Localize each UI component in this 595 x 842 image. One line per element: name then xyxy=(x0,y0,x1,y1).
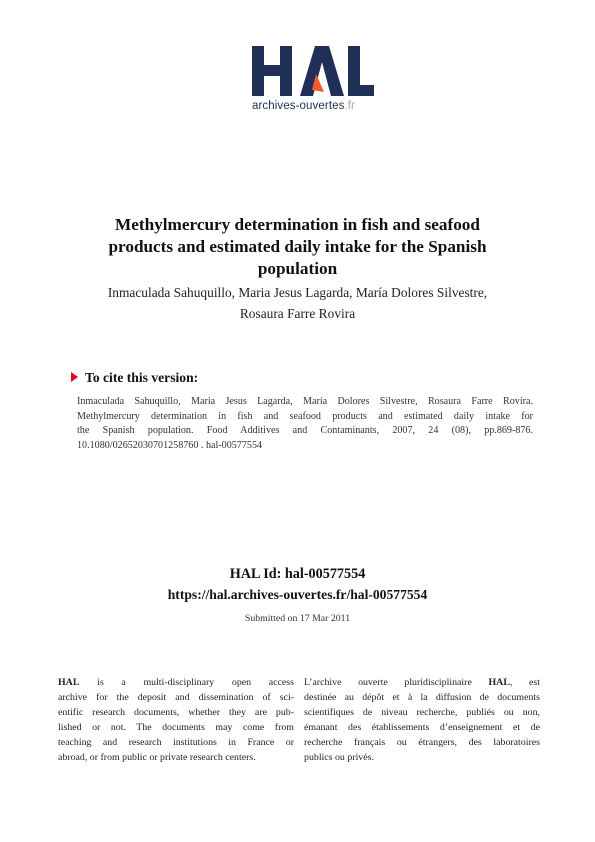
title-line: population xyxy=(257,259,338,278)
authors xyxy=(60,282,535,324)
hal-logo-subtitle: archives-ouvertes.fr xyxy=(252,100,355,112)
description-line: publics ou privés. xyxy=(304,752,374,764)
title-line: products and estimated daily intake for the Spanish xyxy=(108,237,487,256)
description-line: abroad, or from public or private research centers. xyxy=(58,752,256,764)
description-line: entific research documents, whether they are pub- xyxy=(58,707,294,719)
citation-line: the Spanish population. Food Additives and Contaminants, 2007, 24 (08), pp.869-876. xyxy=(77,425,533,436)
triangle-bullet-icon xyxy=(71,372,78,382)
citation-line: Methylmercury determination in fish and seafood products and estimated daily intake for xyxy=(77,410,533,422)
cite-heading: To cite this version: xyxy=(71,370,198,386)
hal-description-fr xyxy=(304,675,540,766)
description-line: destinée au dépôt et à la diffusion de documents xyxy=(304,692,540,704)
submitted-date: Submitted on 17 Mar 2011 xyxy=(244,613,351,624)
description-line: HAL is a multi-disciplinary open access xyxy=(58,677,294,688)
description-line: lished or not. The documents may come from xyxy=(58,722,294,734)
citation-line: Inmaculada Sahuquillo, Maria Jesus Lagarda, María Dolores Silvestre, Rosaura Farre Rovira. xyxy=(77,396,533,407)
hal-id: HAL Id: hal-00577554 xyxy=(229,566,366,582)
citation[interactable] xyxy=(77,395,533,453)
description-line: L’archive ouverte pluridisciplinaire HAL, est xyxy=(304,677,540,688)
citation-doi-line[interactable]: 10.1080/02652030701258760 . hal-00577554 xyxy=(77,439,263,451)
title-line: Methylmercury determination in fish and seafood xyxy=(115,215,480,234)
description-line: émanant des établissements d’enseignement et de xyxy=(304,722,540,734)
description-line: teaching and research institutions in France or xyxy=(58,737,294,749)
description-line: scientifiques de niveau recherche, publiés ou non, xyxy=(304,707,540,719)
description-line: recherche français ou étrangers, des laboratoires xyxy=(304,737,540,749)
hal-description-en xyxy=(58,675,294,766)
authors-line: Rosaura Farre Rovira xyxy=(239,306,356,321)
hal-url-link[interactable]: https://hal.archives-ouvertes.fr/hal-00577554 xyxy=(167,587,428,602)
hal-logo-mark xyxy=(250,44,376,100)
paper-title xyxy=(70,214,525,280)
description-line: archive for the deposit and dissemination of sci- xyxy=(58,692,294,704)
authors-line: Inmaculada Sahuquillo, Maria Jesus Lagarda, María Dolores Silvestre, xyxy=(107,285,488,300)
